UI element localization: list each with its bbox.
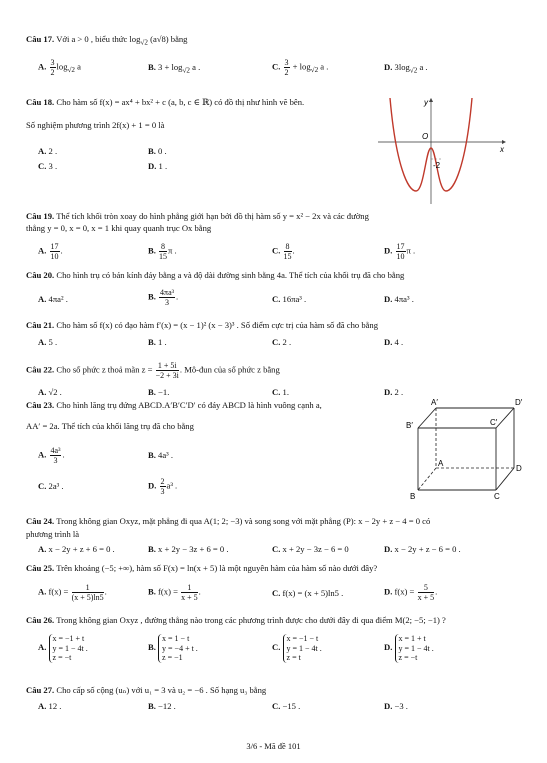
- fraction-denominator: 10: [396, 252, 405, 261]
- option-text: 2 .: [48, 146, 58, 156]
- option-text: x + 2y − 3z − 6 = 0: [282, 544, 349, 554]
- origin-label: O: [422, 132, 429, 141]
- fraction: [284, 58, 290, 77]
- question-23-option-d[interactable]: [148, 477, 177, 496]
- fraction: [50, 446, 65, 465]
- option-tail: a .: [189, 62, 201, 72]
- question-25-option-c[interactable]: [272, 588, 343, 599]
- question-26-text: Trong không gian Oxyz , đường thẳng nào trong các phương trình được cho dưới đây đi qua điểm M(2; −5; −1) ?: [56, 615, 446, 625]
- prism-figure: [404, 398, 528, 502]
- option-label: A.: [38, 701, 47, 711]
- option-text: 4a³ .: [158, 450, 174, 460]
- question-21-option-d[interactable]: [384, 337, 403, 348]
- question-19-text: Thể tích khối tròn xoay do hình phẳng giới hạn bởi đồ thị hàm số y = x² − 2x và các đường: [56, 211, 369, 221]
- option-label: D.: [384, 544, 393, 554]
- option-label: C.: [272, 701, 281, 711]
- question-17-sub: √2: [140, 38, 148, 47]
- edge-c1d1: [496, 408, 514, 428]
- option-label: C.: [272, 544, 281, 554]
- question-20-option-d[interactable]: [384, 294, 414, 305]
- option-tail: .: [60, 245, 63, 256]
- system-line-3: z = −1: [162, 653, 183, 662]
- fraction-numerator: 3: [284, 58, 289, 67]
- option-label: D.: [384, 701, 393, 711]
- question-17-option-d[interactable]: [384, 62, 428, 77]
- question-27-option-a[interactable]: [38, 701, 61, 712]
- option-text: 1 .: [158, 337, 167, 347]
- question-18-stem: [26, 97, 304, 108]
- question-26-option-b[interactable]: [148, 634, 198, 663]
- x-axis-label: x: [500, 145, 504, 154]
- fraction: [50, 58, 56, 77]
- option-tail: a³ .: [166, 480, 178, 491]
- question-26-stem: [26, 615, 446, 626]
- option-tail: .: [62, 449, 65, 460]
- fraction-numerator: 17: [396, 242, 405, 251]
- question-22-option-a[interactable]: [38, 387, 62, 398]
- vertex-d-label: D: [516, 464, 522, 473]
- option-label: C.: [272, 245, 281, 256]
- fraction: [72, 583, 104, 602]
- fraction-denominator: 3: [53, 456, 58, 465]
- fraction-numerator: 1: [181, 583, 198, 593]
- fraction-denominator: 2: [284, 68, 289, 77]
- question-18-option-d[interactable]: [148, 161, 167, 172]
- system-brace: [49, 634, 88, 663]
- system-line-1: x = 1 + t: [398, 634, 426, 643]
- option-text: 12 .: [48, 701, 62, 711]
- question-17-option-a[interactable]: [38, 58, 81, 77]
- question-21-stem: [26, 320, 378, 331]
- option-label: D.: [384, 245, 393, 256]
- question-17-text: Với a > 0 , biểu thức log: [56, 34, 141, 44]
- option-text: −1.: [158, 387, 170, 397]
- question-19-option-d[interactable]: [384, 242, 415, 261]
- fraction-numerator: 8: [285, 242, 290, 251]
- question-24-stem: [26, 516, 430, 527]
- question-20-option-b[interactable]: [148, 288, 178, 307]
- option-label: A.: [38, 449, 47, 460]
- question-27-text: Cho cấp số cộng (uₙ) với u₁ = 3 và u₂ = −6 . Số hạng u₃ bằng: [56, 685, 267, 695]
- option-text: 2 .: [282, 337, 292, 347]
- option-tail: .: [176, 291, 179, 302]
- option-label: D.: [148, 161, 157, 171]
- option-label: C.: [38, 161, 47, 171]
- fraction-numerator: 4πa³: [160, 288, 175, 297]
- option-label: A.: [38, 544, 47, 554]
- question-24-text: Trong không gian Oxyz, mặt phẳng đi qua A(1; 2; −3) và song song với mặt phẳng (P): x − 2y + z − 4 = 0 có: [56, 516, 431, 526]
- option-label: A.: [38, 61, 47, 72]
- fraction-numerator: 1: [72, 583, 104, 593]
- option-text: x + 2y − 3z + 6 = 0 .: [158, 544, 229, 554]
- question-18-line2: Số nghiệm phương trình 2f(x) + 1 = 0 là: [26, 120, 165, 130]
- option-label: D.: [384, 586, 393, 597]
- vertex-c1-label: C′: [490, 418, 498, 427]
- question-25-option-a[interactable]: [38, 583, 107, 602]
- system-line-3: z = −t: [52, 653, 72, 662]
- question-24-label: Câu 24.: [26, 516, 55, 526]
- fraction-denominator: −2 + 3i: [155, 371, 179, 380]
- question-17-stem: [26, 34, 187, 49]
- option-label: B.: [148, 387, 156, 397]
- question-24-option-c[interactable]: [272, 544, 349, 555]
- fraction-denominator: 2: [50, 68, 55, 77]
- option-prefix: f(x) =: [394, 586, 415, 597]
- vertex-c-label: C: [494, 492, 500, 501]
- system-brace: [158, 634, 198, 663]
- question-20-label: Câu 20.: [26, 270, 55, 280]
- question-18-option-b[interactable]: [148, 146, 167, 157]
- option-label: C.: [272, 588, 281, 598]
- option-label: D.: [148, 480, 157, 491]
- quartic-graph: [372, 96, 510, 208]
- option-label: A.: [38, 642, 47, 653]
- question-19-option-c[interactable]: [272, 242, 295, 261]
- question-23-option-a[interactable]: [38, 446, 65, 465]
- option-label: C.: [272, 642, 281, 653]
- question-17-label: Câu 17.: [26, 34, 55, 44]
- question-27-stem: [26, 685, 266, 696]
- option-label: B.: [148, 544, 156, 554]
- question-18-option-a[interactable]: [38, 146, 57, 157]
- fraction-denominator: 3: [165, 298, 170, 307]
- fraction: [181, 583, 198, 602]
- system-brace: [283, 634, 322, 663]
- system-line-2: y = 1 − 4t .: [52, 643, 88, 653]
- fraction-numerator: 4a³: [50, 446, 61, 455]
- option-text: 3 .: [48, 161, 58, 171]
- option-text: −3 .: [394, 701, 408, 711]
- question-22-label: Câu 22.: [26, 364, 55, 375]
- fraction-denominator: x + 5: [417, 593, 435, 602]
- fraction-numerator: 2: [160, 477, 165, 486]
- fraction-denominator: 15: [283, 252, 292, 261]
- question-27-option-b[interactable]: [148, 701, 176, 712]
- fraction: [156, 361, 179, 380]
- question-23-stem: [26, 400, 322, 411]
- option-label: D.: [384, 387, 393, 397]
- question-26-label: Câu 26.: [26, 615, 55, 625]
- fraction-denominator: 10: [50, 252, 59, 261]
- option-tail: .: [292, 245, 295, 256]
- question-27-option-c[interactable]: [272, 701, 300, 712]
- option-text: log: [56, 61, 68, 72]
- option-tail: a: [75, 61, 81, 72]
- fraction-denominator: 3: [160, 487, 165, 496]
- question-24-option-a[interactable]: [38, 544, 115, 555]
- question-24-option-d[interactable]: [384, 544, 461, 555]
- system-line-1: x = −1 − t: [286, 634, 319, 643]
- option-label: C.: [272, 337, 281, 347]
- option-label: B.: [148, 642, 156, 653]
- option-label: B.: [148, 291, 156, 302]
- question-20-option-c[interactable]: [272, 294, 306, 305]
- option-prefix: f(x) = (x + 5)ln5 .: [282, 588, 344, 598]
- question-20-stem: [26, 270, 404, 281]
- fraction-numerator: 3: [50, 58, 55, 67]
- option-label: B.: [148, 337, 156, 347]
- question-21-label: Câu 21.: [26, 320, 55, 330]
- question-19-line2: thẳng y = 0, x = 0, x = 1 khi quay quanh trục Ox bằng: [26, 223, 212, 233]
- edge-b1a1: [418, 408, 436, 428]
- option-text: x − 2y + z + 6 = 0 .: [48, 544, 115, 554]
- y-axis-label: y: [424, 98, 428, 107]
- option-text: 1.: [282, 387, 289, 397]
- option-text: −15 .: [282, 701, 301, 711]
- fraction: [160, 477, 166, 496]
- system-line-2: y = 1 − 4t .: [398, 643, 434, 653]
- option-text: 4 .: [394, 337, 404, 347]
- question-27-option-d[interactable]: [384, 701, 408, 712]
- option-label: D.: [384, 294, 393, 304]
- question-18-option-c[interactable]: [38, 161, 57, 172]
- system-line-3: z = −t: [398, 653, 418, 662]
- question-22-option-c[interactable]: [272, 387, 289, 398]
- option-prefix: f(x) =: [48, 586, 69, 597]
- question-25-option-b[interactable]: [148, 583, 201, 602]
- question-27-label: Câu 27.: [26, 685, 55, 695]
- question-25-label: Câu 25.: [26, 563, 55, 573]
- question-22-text: Cho số phức z thoả mãn z =: [56, 364, 153, 375]
- option-label: D.: [384, 642, 393, 653]
- system-line-2: y = −4 + t .: [162, 643, 198, 653]
- question-25-stem: [26, 563, 377, 574]
- question-23-line2: AA′ = 2a. Thể tích của khối lăng trụ đã cho bằng: [26, 421, 194, 431]
- question-18-label: Câu 18.: [26, 97, 55, 107]
- option-text: 4πa² .: [48, 294, 68, 304]
- option-text: 0 .: [158, 146, 167, 156]
- question-17-option-b[interactable]: [148, 62, 200, 77]
- system-line-2: y = 1 − 4t .: [286, 643, 322, 653]
- vertex-a-label: A: [438, 459, 444, 468]
- fraction: [159, 242, 167, 261]
- min-label: -2: [433, 161, 441, 170]
- fraction-numerator: 17: [50, 242, 59, 251]
- option-tail: .: [198, 586, 201, 597]
- question-21-text: Cho hàm số f(x) có đạo hàm f′(x) = (x − 1)² (x − 3)³ . Số điểm cực trị của hàm số đã cho bằng: [56, 320, 379, 330]
- edge-ab-hidden: [418, 468, 436, 490]
- option-label: C.: [272, 294, 281, 304]
- fraction: [284, 242, 292, 261]
- option-label: B.: [148, 586, 156, 597]
- question-21-option-b[interactable]: [148, 337, 167, 348]
- option-tail: .: [435, 586, 438, 597]
- option-tail: a .: [417, 62, 428, 72]
- question-22-option-d[interactable]: [384, 387, 403, 398]
- option-tail: a .: [318, 61, 329, 72]
- question-21-option-c[interactable]: [272, 337, 291, 348]
- fraction-denominator: x + 5: [181, 593, 198, 602]
- option-sub: √2: [409, 66, 418, 75]
- option-prefix: f(x) =: [158, 586, 178, 597]
- system-line-1: x = 1 − t: [162, 634, 190, 643]
- system-line-3: z = t: [286, 653, 301, 662]
- option-label: C.: [272, 387, 281, 397]
- question-26-option-c[interactable]: [272, 634, 322, 663]
- option-sub: √2: [182, 66, 190, 75]
- option-label: B.: [148, 62, 156, 72]
- fraction: [417, 583, 438, 602]
- question-24-option-b[interactable]: [148, 544, 229, 555]
- option-label: A.: [38, 387, 47, 397]
- page-footer: 3/6 - Mã đề 101: [246, 741, 301, 751]
- fraction-denominator: (x + 5)ln5: [71, 593, 104, 602]
- question-23-option-b[interactable]: [148, 450, 173, 461]
- question-21-option-a[interactable]: [38, 337, 57, 348]
- question-26-option-a[interactable]: [38, 634, 88, 663]
- option-tail: π .: [168, 245, 177, 256]
- question-17-option-c[interactable]: [272, 58, 328, 77]
- option-text: 5 .: [48, 337, 58, 347]
- option-text: + log: [290, 61, 311, 72]
- question-23-text: Cho hình lăng trụ đứng ABCD.A′B′C′D′ có đáy ABCD là hình vuông cạnh a,: [56, 400, 322, 410]
- option-label: D.: [384, 337, 393, 347]
- option-label: C.: [38, 481, 47, 491]
- fraction: [159, 288, 175, 307]
- question-17-tail: (a√8) bằng: [150, 34, 188, 44]
- option-tail: .: [104, 586, 107, 597]
- fraction: [50, 242, 60, 261]
- option-label: A.: [38, 586, 47, 597]
- option-label: C.: [272, 61, 281, 72]
- option-text: 4πa³ .: [394, 294, 414, 304]
- option-text: √2 .: [48, 387, 62, 397]
- vertex-a1-label: A′: [431, 398, 438, 407]
- edge-cd: [496, 468, 514, 490]
- question-23-label: Câu 23.: [26, 400, 55, 410]
- question-25-option-d[interactable]: [384, 583, 437, 602]
- option-text: x − 2y + z − 6 = 0 .: [394, 544, 461, 554]
- fraction-numerator: 5: [418, 583, 435, 593]
- system-line-1: x = −1 + t: [52, 634, 85, 643]
- option-text: −12 .: [158, 701, 176, 711]
- option-text: 3 + log: [158, 62, 183, 72]
- question-19-option-a[interactable]: [38, 242, 63, 261]
- question-22-option-b[interactable]: [148, 387, 169, 398]
- option-label: D.: [384, 62, 393, 72]
- option-text: 2a³ .: [48, 481, 64, 491]
- option-text: 2 .: [394, 387, 404, 397]
- question-20-text: Cho hình trụ có bán kính đáy bằng a và độ dài đường sinh bằng 4a. Thể tích của khối trụ đã cho bằng: [56, 270, 405, 280]
- vertex-b1-label: B′: [406, 421, 413, 430]
- system-brace: [395, 634, 434, 663]
- option-text: 3log: [394, 62, 410, 72]
- vertex-b-label: B: [410, 492, 416, 501]
- option-tail: π .: [406, 245, 416, 256]
- option-label: A.: [38, 245, 47, 256]
- option-label: A.: [38, 146, 47, 156]
- option-text: 1 .: [158, 161, 168, 171]
- question-23-option-c[interactable]: [38, 481, 64, 492]
- option-label: A.: [38, 337, 47, 347]
- fraction-numerator: 8: [161, 242, 166, 251]
- question-22-stem: [26, 361, 280, 380]
- option-sub: √2: [310, 66, 319, 75]
- question-20-option-a[interactable]: [38, 294, 68, 305]
- question-19-option-b[interactable]: [148, 242, 177, 261]
- option-label: B.: [148, 450, 156, 460]
- vertex-d1-label: D′: [515, 398, 523, 407]
- question-18-text: Cho hàm số f(x) = ax⁴ + bx² + c (a, b, c ∈ ℝ) có đồ thị như hình vẽ bên.: [56, 97, 305, 107]
- question-19-label: Câu 19.: [26, 211, 55, 221]
- option-text: 16πa³ .: [282, 294, 307, 304]
- question-19-stem: [26, 211, 369, 222]
- option-label: B.: [148, 146, 156, 156]
- question-24-line2: phương trình là: [26, 529, 80, 539]
- fraction: [396, 242, 406, 261]
- question-25-text: Trên khoảng (−5; +∞), hàm số F(x) = ln(x + 5) là một nguyên hàm của hàm số nào dưới đây?: [56, 563, 378, 573]
- question-26-option-d[interactable]: [384, 634, 434, 663]
- option-label: B.: [148, 701, 156, 711]
- option-label: A.: [38, 294, 47, 304]
- option-label: B.: [148, 245, 156, 256]
- fraction-numerator: 1 + 5i: [156, 361, 179, 371]
- option-sub: √2: [67, 66, 76, 75]
- question-22-tail: . Mô-đun của số phức z bằng: [179, 364, 280, 375]
- fraction-denominator: 15: [159, 252, 168, 261]
